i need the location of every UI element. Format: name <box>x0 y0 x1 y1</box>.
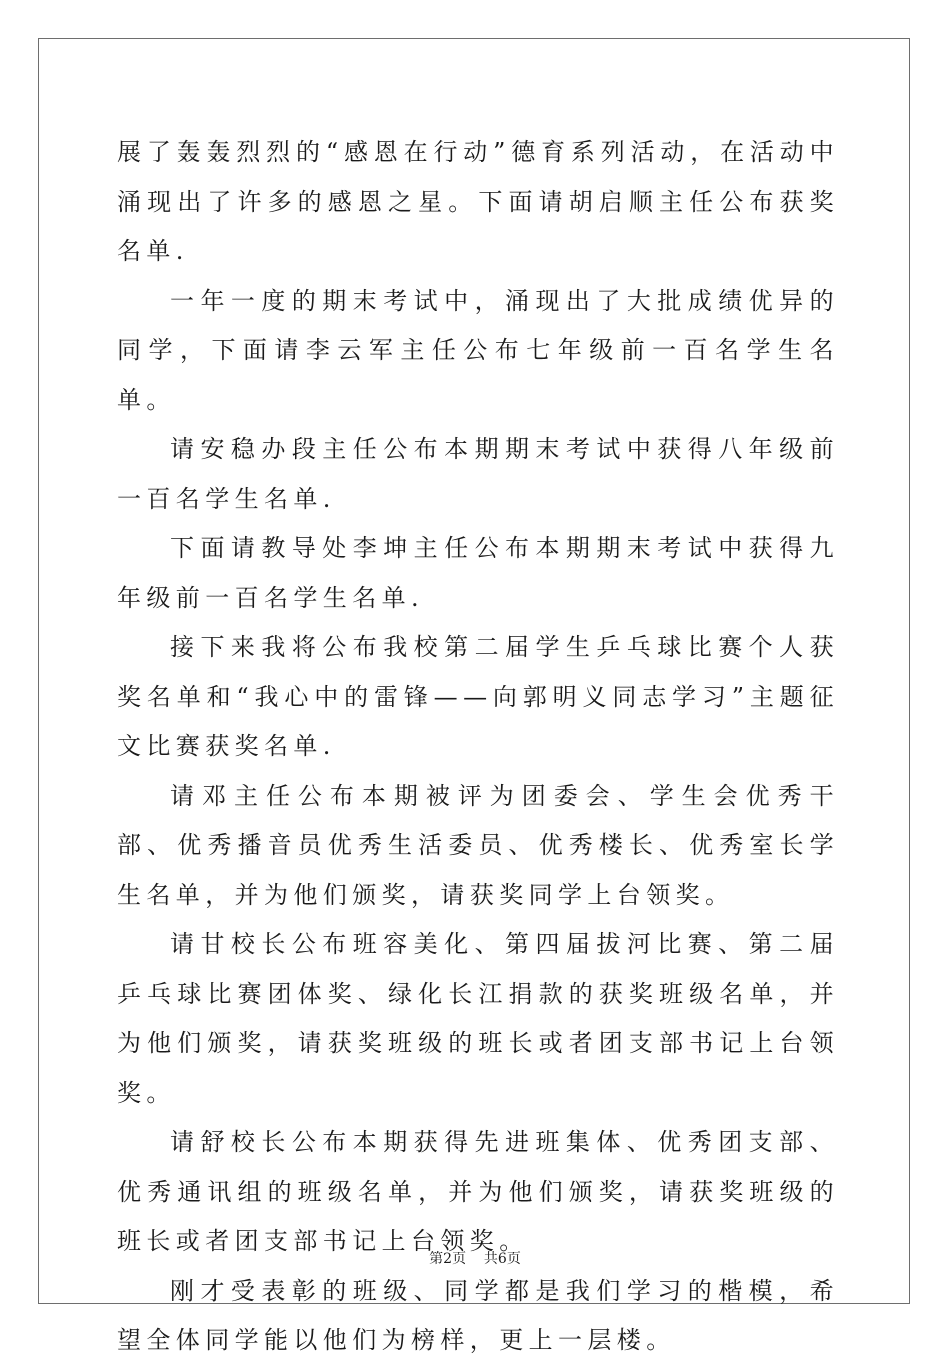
paragraph-continued: 展了轰轰烈烈的“感恩在行动”德育系列活动，在活动中涌现出了许多的感恩之星。下面请胡启顺主任公布获奖名单. <box>117 138 839 265</box>
page-footer <box>0 1248 950 1268</box>
paragraph: 一年一度的期末考试中，涌现出了大批成绩优异的同学，下面请李云军主任公布七年级前一百名学生名单。 <box>117 286 839 414</box>
document-body <box>117 128 839 1366</box>
page-total: 共6页 <box>483 1251 521 1267</box>
paragraph: 请邓主任公布本期被评为团委会、学生会优秀干部、优秀播音员优秀生活委员、优秀楼长、优秀室长学生名单，并为他们颁奖，请获奖同学上台领奖。 <box>117 781 839 909</box>
paragraph: 刚才受表彰的班级、同学都是我们学习的楷模，希望全体同学能以他们为榜样，更上一层楼。 <box>117 1276 839 1354</box>
paragraph: 请甘校长公布班容美化、第四届拔河比赛、第二届乒乓球比赛团体奖、绿化长江捐款的获奖班级名单，并为他们颁奖，请获奖班级的班长或者团支部书记上台领奖。 <box>117 930 839 1107</box>
page-number: 第2页 <box>429 1251 467 1267</box>
paragraph: 请舒校长公布本期获得先进班集体、优秀团支部、优秀通讯组的班级名单，并为他们颁奖，请获奖班级的班长或者团支部书记上台领奖。 <box>117 1128 839 1255</box>
paragraph: 请安稳办段主任公布本期期末考试中获得八年级前一百名学生名单. <box>117 435 839 513</box>
paragraph: 下面请教导处李坤主任公布本期期末考试中获得九年级前一百名学生名单. <box>117 534 839 612</box>
paragraph: 接下来我将公布我校第二届学生乒乓球比赛个人获奖名单和“我心中的雷锋——向郭明义同志学习”主题征文比赛获奖名单. <box>117 633 839 760</box>
